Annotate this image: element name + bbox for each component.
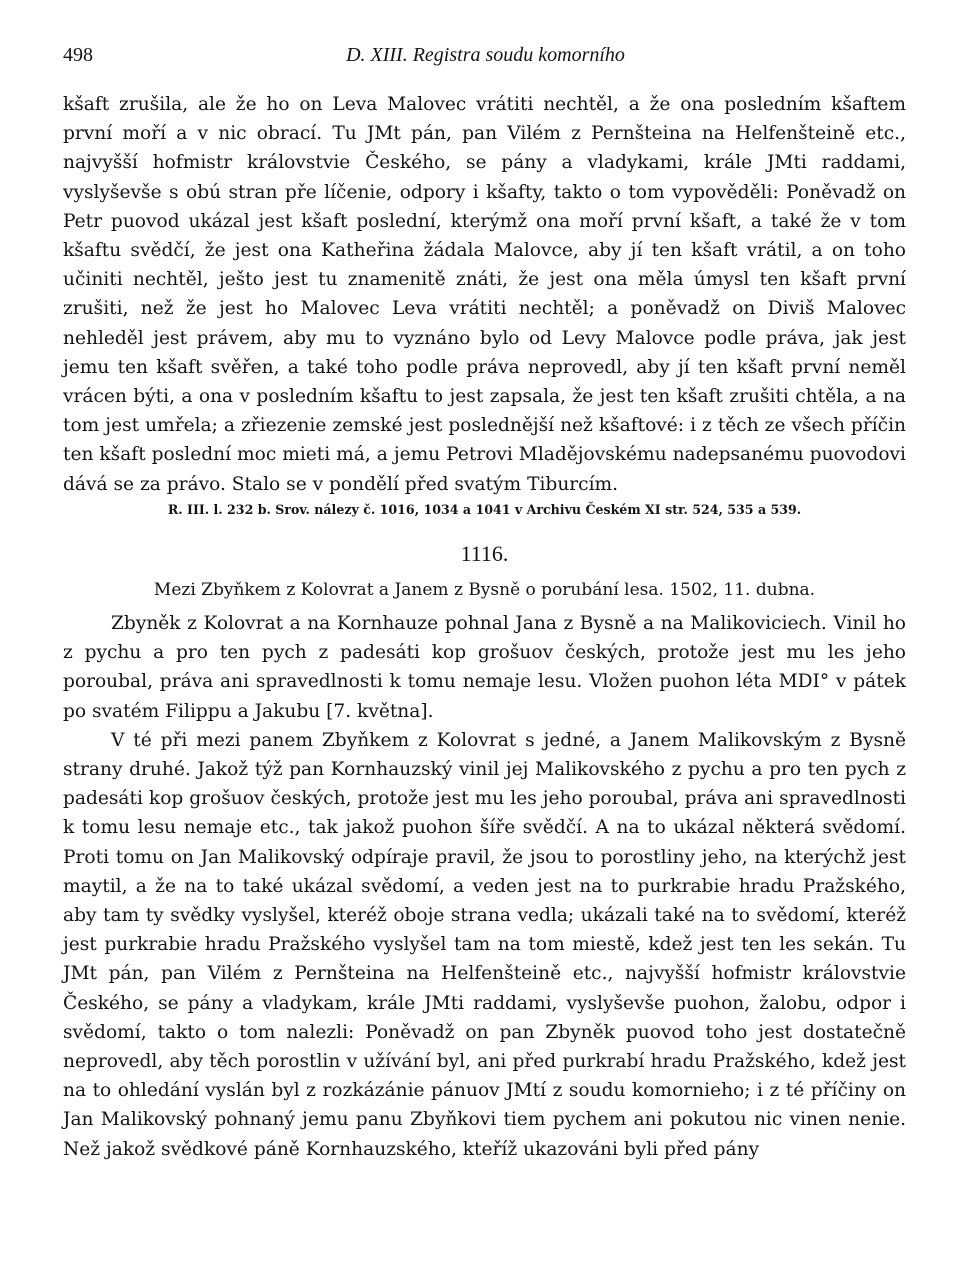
page-header <box>63 44 908 74</box>
entry-regest: Mezi Zbyňkem z Kolovrat a Janem z Bysně o porubání lesa. 1502, 11. dubna. <box>153 580 816 600</box>
archival-reference: R. III. l. 232 b. Srov. nálezy č. 1016, 1034 a 1041 v Archivu Českém XI str. 524, 535 a 539. <box>167 502 802 517</box>
continuation-text: kšaft zrušila, ale že ho on Leva Malovec vrátiti nechtěl, a že ona posledním kšaftem první moří a v nic obrací. Tu JMt pán, pan Vilém z Pernšteina na Helfenšteině etc., najvyšší hofmistr královstvie Českého, se pány a vladykami, krále JMti raddami, vyslyševše s obú stran pře líčenie, odpory i kšafty, takto o tom vypověděli: Poněvadž on Petr puovod ukázal jest kšaft poslední, kterýmž ona moří první kšaft, a také že v tom kšaftu svědčí, že jest ona Katheřina žádala Malovce, aby jí ten kšaft vrátil, a on toho učiniti nechtěl, ješto jest tu znamenitě znáti, že jest ona měla úmysl ten kšaft první zrušiti, než že jest ho Malovec Leva vrátiti nechtěl; a poněvadž on Diviš Malovec nehleděl jest právem, aby mu to vyznáno bylo od Levy Malovce podle práva, jak jest jemu ten kšaft svěřen, a také toho podle práva neprovedl, aby jí ten kšaft první neměl vrácen býti, a ona v posledním kšaftu to jest zapsala, že jest ten kšaft zrušiti chtěla, a na tom jest umřela; a zřiezenie zemské jest poslednější než kšaftové: i z těch ze všech příčin ten kšaft poslední moc mieti má, a jemu Petrovi Mladějovskému nadepsanému puovodovi dává se za právo. Stalo se v pondělí před svatým Tiburcím. <box>63 94 906 495</box>
entry-paragraph-2: V té při mezi panem Zbyňkem z Kolovrat s jedné, a Janem Malikovským z Bysně strany druhé. Jakož týž pan Kornhauzský vinil jej Malikovského z pychu a pro ten pych z padesáti kop grošuov českých, protože jest mu les jeho poroubal, práva ani spravedlnosti k tomu lesu nemaje etc., tak jakož puohon šíře svědčí. A na to ukázal některá svědomí. Proti tomu on Jan Malikovský odpíraje pravil, že jsou to porostliny jeho, na kterýchž jest maytil, a že na to také ukázal svědomí, a veden jest na to purkrabie hradu Pražského, aby tam ty svědky vyslyšel, kteréž oboje strana vedla; ukázali také na to svědomí, kteréž jest purkrabie hradu Pražského vyslyšel tam na tom miestě, kdež jest ten les sekán. Tu JMt pán, pan Vilém z Pernšteina na Helfenšteině etc., najvyšší hofmistr královstvie Českého, se pány a vladykam, krále JMti raddami, vyslyševše puohon, žalobu, odpor i svědomí, takto o tom nalezli: Poněvadž on pan Zbyněk puovod toho jest dostatečně neprovedl, aby těch porostlin v užívání byl, ani před purkrabí hradu Pražského, kdež jest na to ohledání vyslán byl z rozkázánie pánuov JMtí z soudu komornieho; i z té příčiny on Jan Malikovský pohnaný jemu panu Zbyňkovi tiem pychem ani pokutou nic vinen nenie. Než jakož svědkové páně Kornhauzského, kteříž ukazováni byli před pány <box>63 729 906 1160</box>
running-title: D. XIII. Registra soudu komorního <box>346 44 625 66</box>
entry-body <box>63 609 906 1164</box>
entry-number: 1116. <box>460 541 509 566</box>
entry-paragraph-1: Zbyněk z Kolovrat a na Kornhauze pohnal Jana z Bysně a na Malikoviciech. Vinil ho z pychu a pro ten pych z padesáti kop grošuov českých, protože jest mu les jeho poroubal, práva ani spravedlnosti k tomu nemaje lesu. Vložen puohon léta MDI° v pátek po svatém Filippu a Jakubu [7. května]. <box>63 613 906 722</box>
continuation-paragraph <box>63 90 906 499</box>
page-number: 498 <box>63 44 93 66</box>
